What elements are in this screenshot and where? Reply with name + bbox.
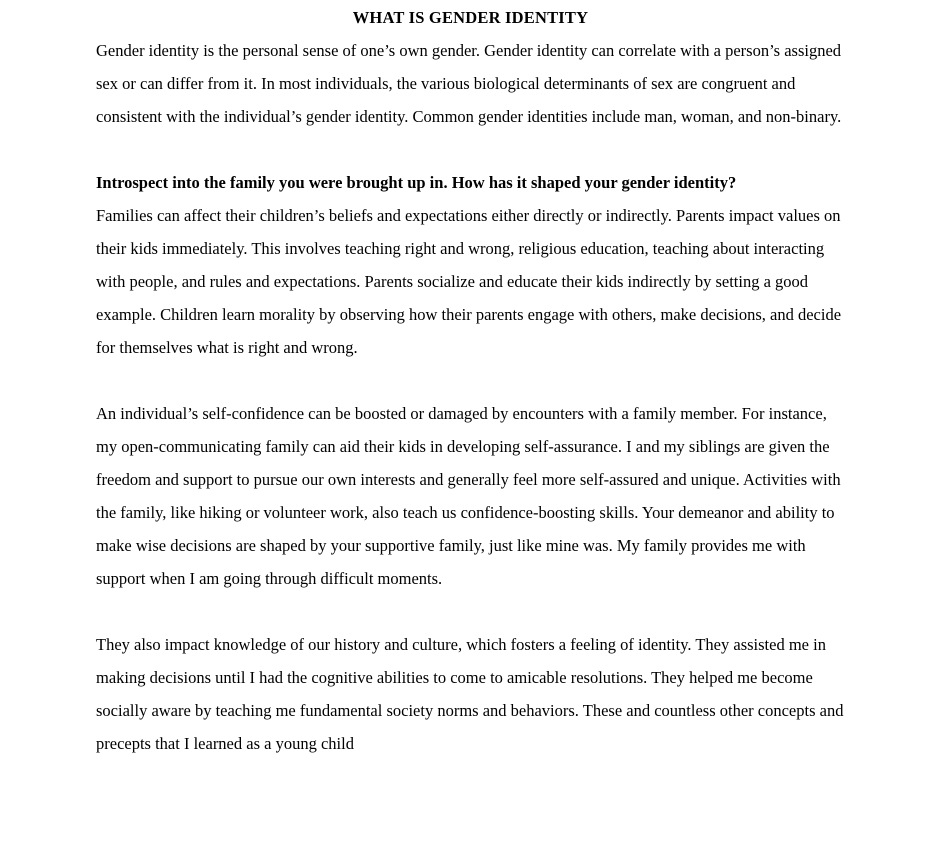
paragraph-family-influence: Families can affect their children’s beliefs and expectations either directly or indirectly. Parents impact values on their kids immediately. This involves teaching right and wrong, religious education, teaching about interacting with people, and rules and expectations. Parents socialize and educate their kids indirectly by setting a good example. Children learn morality by observing how their parents engage with others, make decisions, and decide for themselves what is right and wrong.: [96, 206, 842, 357]
paragraph-gender-identity-intro: Gender identity is the personal sense of one’s own gender. Gender identity can correlate with a person’s assigned sex or can differ from it. In most individuals, the various biological determinants of sex are congruent and consistent with the individual’s gender identity. Common gender identities include man, woman, and non-binary.: [96, 41, 842, 126]
section-heading-family-question: Introspect into the family you were brought up in. How has it shaped your gender identity?: [96, 173, 737, 192]
paragraph-self-confidence: An individual’s self-confidence can be boosted or damaged by encounters with a family member. For instance, my open-communicating family can aid their kids in developing self-assurance. I and my siblings are given the freedom and support to pursue our own interests and generally feel more self-assured and unique. Activities with the family, like hiking or volunteer work, also teach us confidence-boosting skills. Your demeanor and ability to make wise decisions are shaped by your supportive family, just like mine was. My family provides me with support when I am going through difficult moments.: [96, 404, 841, 588]
paragraph-knowledge-culture: They also impact knowledge of our history and culture, which fosters a feeling of identity. They assisted me in making decisions until I had the cognitive abilities to come to amicable resolutions. They helped me become socially aware by teaching me fundamental society norms and behaviors. These and countless other concepts and precepts that I learned as a young child: [96, 635, 844, 753]
document-title: WHAT IS GENDER IDENTITY: [352, 8, 589, 27]
